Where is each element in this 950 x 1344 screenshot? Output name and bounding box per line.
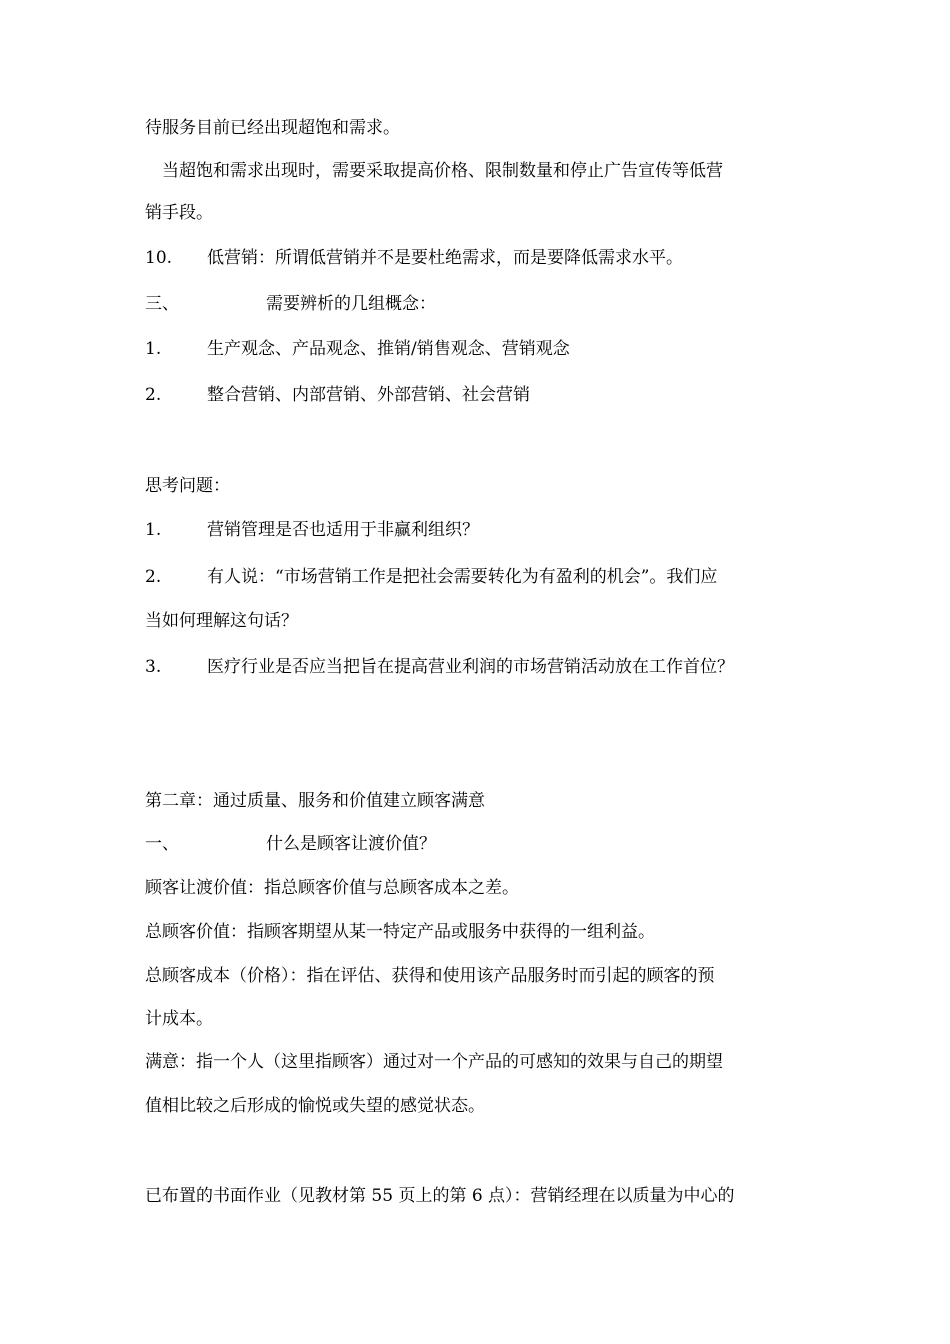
homework-text: 已布置的书面作业（见教材第 55 页上的第 6 点）：营销经理在以质量为中心的 bbox=[145, 1186, 735, 1206]
definition-text: 顾客让渡价值：指总顾客价值与总顾客成本之差。 bbox=[145, 878, 519, 898]
list-number: 2. bbox=[145, 385, 162, 405]
list-number: 1. bbox=[145, 339, 162, 359]
chapter-title: 第二章：通过质量、服务和价值建立顾客满意 bbox=[145, 791, 485, 811]
question-text: 营销管理是否也适用于非赢利组织？ bbox=[207, 520, 479, 540]
section-number: 三、 bbox=[145, 294, 179, 314]
question-text: 当如何理解这句话？ bbox=[145, 611, 298, 631]
section-number: 一、 bbox=[145, 834, 179, 854]
section-heading: 需要辨析的几组概念： bbox=[266, 294, 436, 314]
section-heading: 什么是顾客让渡价值？ bbox=[266, 834, 436, 854]
list-number: 2. bbox=[145, 567, 162, 587]
definition-text: 值相比较之后形成的愉悦或失望的感觉状态。 bbox=[145, 1096, 485, 1116]
list-number: 10. bbox=[145, 248, 173, 268]
definition-text: 计成本。 bbox=[145, 1009, 213, 1029]
paragraph-text: 当超饱和需求出现时，需要采取提高价格、限制数量和停止广告宣传等低营 bbox=[162, 161, 723, 181]
paragraph-text: 待服务目前已经出现超饱和需求。 bbox=[145, 118, 400, 138]
paragraph-text: 销手段。 bbox=[145, 203, 213, 223]
definition-text: 总顾客成本（价格）：指在评估、获得和使用该产品服务时而引起的顾客的预 bbox=[145, 966, 715, 986]
list-item-text: 整合营销、内部营销、外部营销、社会营销 bbox=[207, 385, 530, 405]
definition-text: 总顾客价值：指顾客期望从某一特定产品或服务中获得的一组利益。 bbox=[145, 922, 655, 942]
list-item-text: 生产观念、产品观念、推销/销售观念、营销观念 bbox=[207, 339, 570, 359]
questions-heading: 思考问题： bbox=[145, 476, 230, 496]
list-number: 1. bbox=[145, 520, 162, 540]
list-number: 3. bbox=[145, 657, 162, 677]
list-item-text: 低营销：所谓低营销并不是要杜绝需求，而是要降低需求水平。 bbox=[207, 248, 683, 268]
definition-text: 满意：指一个人（这里指顾客）通过对一个产品的可感知的效果与自己的期望 bbox=[145, 1052, 723, 1072]
question-text: 有人说：“市场营销工作是把社会需要转化为有盈利的机会”。我们应 bbox=[207, 567, 718, 587]
question-text: 医疗行业是否应当把旨在提高营业利润的市场营销活动放在工作首位？ bbox=[207, 657, 734, 677]
